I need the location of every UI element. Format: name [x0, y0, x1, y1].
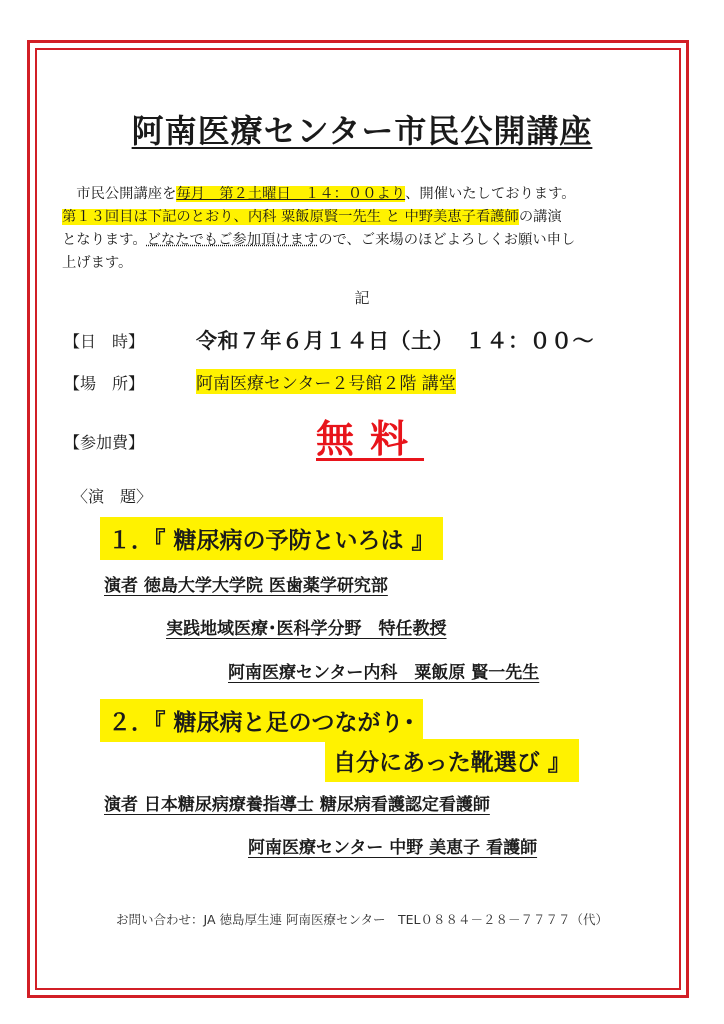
contact-info: お問い合わせ：JA 徳島厚生連 阿南医療センター TEL０８８４－２８－７７７７（代）	[116, 912, 608, 927]
datetime-value: 令和７年６月１４日（土） １４：００～	[196, 329, 594, 353]
lecture1-speaker-line1: 演者 徳島大学大学院 医歯薬学研究部	[104, 576, 388, 596]
lecture1-speaker-line3: 阿南医療センター内科 粟飯原 賢一先生	[228, 663, 540, 683]
intro-line-3: となります。どなたでもご参加頂けますので、ご来場のほどよろしくお願い申し	[62, 232, 576, 248]
fee-label: 【参加費】	[64, 433, 145, 452]
lecture2-title-line2: 自分にあった靴選び 』	[325, 739, 579, 782]
intro-line-1: 市民公開講座を毎月 第２土曜日 １４：００より、開催いたしております。	[76, 186, 576, 202]
datetime-label: 【日 時】	[64, 332, 145, 351]
lecture1-title: １．『 糖尿病の予防といろは 』	[100, 517, 443, 560]
lecture2-speaker-line2: 阿南医療センター 中野 美恵子 看護師	[248, 838, 538, 858]
intro-line-2: 第１３回目は下記のとおり、内科 粟飯原賢一先生 と 中野美恵子看護師の講演	[62, 209, 562, 225]
intro-line-4: 上げます。	[62, 255, 133, 271]
fee-value: 無料	[316, 417, 425, 461]
lecture2-speaker-line1: 演者 日本糖尿病療養指導士 糖尿病看護認定看護師	[104, 795, 490, 815]
place-label: 【場 所】	[64, 374, 145, 393]
lecture2-title-line1: ２．『 糖尿病と足のつながり･	[100, 699, 423, 742]
topics-label: 〈演 題〉	[72, 487, 153, 506]
ki-mark: 記	[354, 289, 370, 307]
intro-paragraph	[62, 183, 662, 275]
lecture1-speaker-line2: 実践地域医療･医科学分野 特任教授	[166, 619, 447, 639]
place-value: 阿南医療センター２号館２階 講堂	[196, 369, 456, 394]
page-title: 阿南医療センター市民公開講座	[131, 112, 593, 150]
